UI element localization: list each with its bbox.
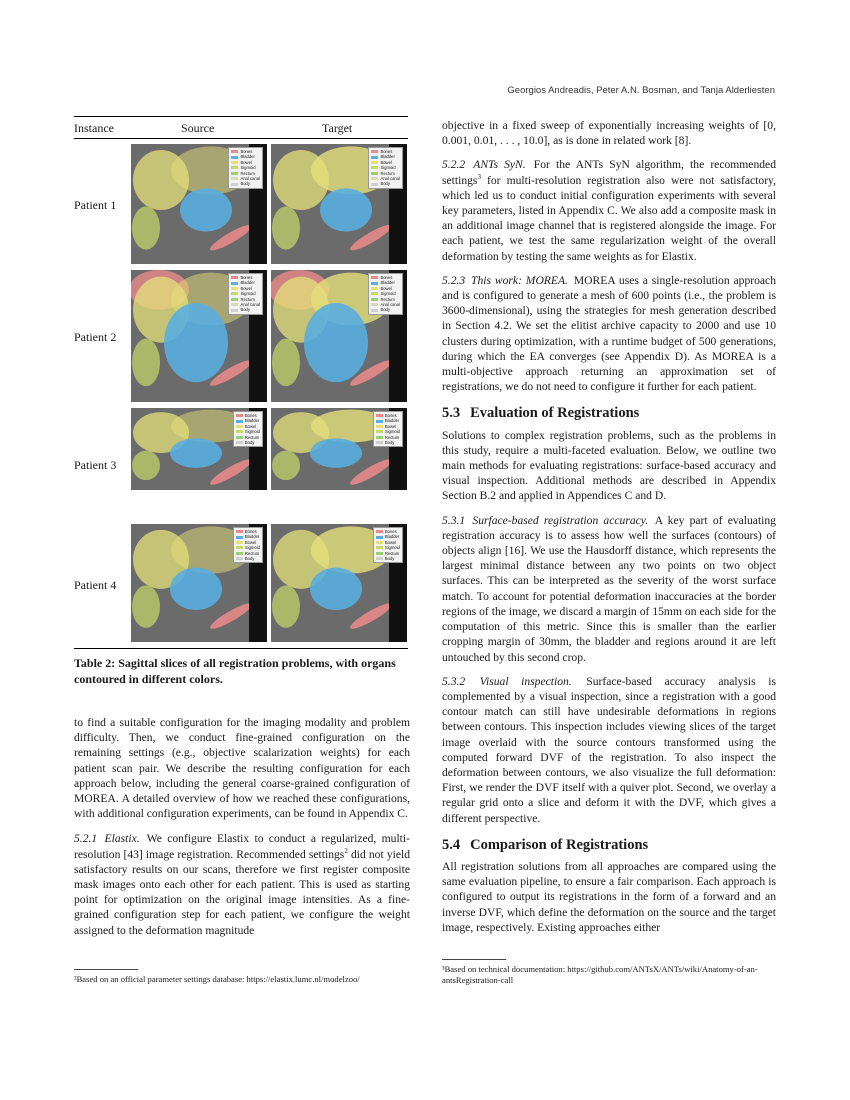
paragraph-text: did not yield satisfactory results on our scans, therefore we first register composite mask images onto each other for each patient. This is used as starting point for optimization on the original image intensities. As a fine-grained configuration step for each patient, we configure the weight assigned to the deformation magnitude [74,847,410,937]
section-5-3-1 [442,513,776,665]
legend-swatch [236,420,243,423]
legend-label: Sigmoid [244,545,260,551]
legend-label: Bones [240,275,253,280]
legend-label: Body [244,440,255,446]
organ-legend [233,411,263,447]
legend-swatch [376,536,383,539]
subsection-title: ANTs SyN. [473,158,526,172]
legend-item [371,307,400,312]
legend-swatch [231,303,238,306]
legend-label: Bones [384,529,397,534]
legend-label: Sigmoid [240,291,256,297]
legend-swatch [231,177,238,180]
organ-legend [368,147,403,189]
footnote-rule [442,959,506,960]
paragraph-text: for multi-resolution registration also were not satisfactory, which led us to conduct initial configuration experiments with several key parameters, listed in Appendix C. We also add a composite mask in an additional image channel that is registered alongside the image. For each patient, we test the same regularization weight of the overall deformation by testing the same weights as for Elastix. [442,173,776,263]
legend-swatch [236,546,243,549]
legend-label: Bowel [380,285,392,291]
legend-swatch [376,541,383,544]
legend-label: Rectum [384,550,400,556]
legend-label: Bones [244,413,257,418]
target-slice-patient-4 [271,524,407,642]
subsection-number: 5.2.1 [74,832,98,846]
legend-label: Body [384,556,395,562]
legend-label: Sigmoid [380,165,396,171]
target-slice-patient-3 [271,408,407,490]
legend-item [236,440,260,445]
legend-label: Sigmoid [244,429,260,435]
legend-label: Body [384,440,395,446]
legend-label: Bowel [380,159,392,165]
table-header-rule [74,138,408,139]
legend-label: Sigmoid [240,165,256,171]
legend-item [236,556,260,561]
legend-label: Bowel [244,423,257,429]
legend-label: Rectum [240,170,255,176]
section-5-2-2 [442,157,776,263]
legend-swatch [371,292,378,295]
section-5-3-2 [442,674,776,826]
legend-label: Body [380,307,390,313]
legend-swatch [231,161,238,164]
legend-label: Bladder [244,418,260,424]
legend-swatch [231,276,238,279]
legend-swatch [376,552,383,555]
legend-label: Sigmoid [384,429,400,435]
legend-label: Bowel [384,423,397,429]
subsection-number: 5.3.2 [442,674,466,688]
footnote-rule [74,969,138,970]
legend-label: Bladder [384,534,400,540]
organ-legend [233,527,263,563]
table-header-source: Source [181,121,215,135]
left-column-text [74,715,410,945]
subsection-title: Surface-based registration accuracy. [472,513,649,527]
legend-label: Bladder [380,154,395,160]
legend-label: Sigmoid [384,545,400,551]
legend-label: Rectum [380,296,395,302]
legend-label: Rectum [240,296,255,302]
legend-swatch [371,172,378,175]
legend-label: Rectum [384,434,400,440]
legend-swatch [231,298,238,301]
legend-swatch [371,309,378,312]
legend-swatch [371,183,378,186]
section-heading-5-4 [442,838,776,853]
table-header-instance: Instance [74,121,114,135]
legend-swatch [376,546,383,549]
table-top-rule [74,116,408,117]
paragraph: objective in a fixed sweep of exponentially increasing weights of [0, 0.001, 0.01, . . . , 10.0], as is done in related work [8]. [442,119,776,148]
section-title: Comparison of Registrations [470,836,649,853]
legend-swatch [371,287,378,290]
legend-swatch [376,420,383,423]
legend-swatch [376,430,383,433]
row-label-patient-1: Patient 1 [74,198,117,212]
legend-swatch [236,541,243,544]
legend-swatch [376,436,383,439]
legend-item [231,307,260,312]
footnote-marker: 2 [344,846,348,855]
table-bottom-rule [74,648,408,649]
legend-label: Anal canal [380,176,400,182]
legend-swatch [236,436,243,439]
subsection-title: Visual inspection. [479,674,572,688]
legend-label: Bladder [244,534,260,540]
legend-swatch [376,557,383,560]
legend-swatch [231,309,238,312]
footnote-2: ²Based on an official parameter settings database: https://elastix.lumc.nl/modelzoo/ [74,974,360,984]
section-5-2-3 [442,273,776,395]
subsection-number: 5.3.1 [442,513,466,527]
organ-legend [373,527,403,563]
right-column-text [442,118,776,942]
legend-swatch [236,552,243,555]
row-label-patient-2: Patient 2 [74,330,117,344]
organ-legend [373,411,403,447]
row-label-patient-4: Patient 4 [74,578,117,592]
legend-swatch [236,430,243,433]
organ-legend [368,273,403,315]
legend-item [371,181,400,186]
legend-label: Bladder [240,280,255,286]
legend-swatch [376,441,383,444]
legend-item [231,181,260,186]
paragraph-text: A key part of evaluating registration accuracy is to assess how well the surfaces (contours) of objects align [16]. We use the Hausdorff distance, which represents the largest minimal distance between any two points on two object surfaces. This can be interpreted as the severity of the worst surface match. To account for potential deformation inaccuracies at the border regions of the image, we discard a margin of 15mm on each side for the computation of this metric. Since this is smaller than the earlier cropping margin of 30mm, the bladder and regions around it are left untouched by this second crop. [442,513,776,664]
legend-swatch [371,166,378,169]
legend-label: Rectum [244,434,260,440]
legend-label: Anal canal [240,176,260,182]
legend-label: Bladder [240,154,255,160]
organ-legend [228,147,263,189]
legend-label: Body [240,307,250,313]
legend-swatch [231,282,238,285]
section-number: 5.4 [442,836,461,853]
legend-label: Body [244,556,255,562]
table-header-target: Target [322,121,353,135]
legend-swatch [231,172,238,175]
legend-item [376,440,400,445]
legend-label: Bladder [380,280,395,286]
legend-swatch [236,425,243,428]
legend-swatch [236,536,243,539]
legend-label: Bones [380,149,393,154]
paragraph-text: Surface-based accuracy analysis is complemented by a visual inspection, since a registration with a good contour match can still have undesirable deformations in regions between contours. This inspection includes viewing slices of the target image overlaid with the source contours transformed using the computed forward DVF of the registration. To also inspect the deformation between contours, we also visualize the full deformation: First, we render the DVF itself with a quiver plot. Second, we overlay a regular grid onto a slice and deform it with the DVF, which gives a different perspective. [442,674,776,825]
legend-label: Bones [240,149,253,154]
legend-label: Body [240,181,250,187]
subsection-number: 5.2.3 [442,273,466,287]
legend-label: Rectum [380,170,395,176]
section-title: Evaluation of Registrations [470,405,640,422]
legend-swatch [236,530,243,533]
legend-swatch [371,298,378,301]
section-5-2-1 [74,831,410,937]
legend-swatch [236,557,243,560]
legend-label: Bones [384,413,397,418]
legend-swatch [231,292,238,295]
source-slice-patient-4 [131,524,267,642]
legend-label: Sigmoid [380,291,396,297]
legend-label: Bowel [384,539,397,545]
target-slice-patient-1 [271,144,407,264]
footnote-marker: 3 [477,172,481,181]
subsection-title: This work: MOREA. [471,273,568,287]
legend-swatch [231,156,238,159]
subsection-number: 5.2.2 [442,158,466,172]
legend-swatch [376,530,383,533]
legend-swatch [371,150,378,153]
legend-swatch [231,183,238,186]
legend-swatch [231,150,238,153]
legend-label: Bones [380,275,393,280]
legend-swatch [231,287,238,290]
legend-label: Rectum [244,550,260,556]
footnote-3: ³Based on technical documentation: https://github.com/ANTsX/ANTs/wiki/Anatomy-of-an-antsRegistration-call [442,964,758,985]
running-header: Georgios Andreadis, Peter A.N. Bosman, and Tanja Alderliesten [507,85,775,96]
table-caption: Table 2: Sagittal slices of all registration problems, with organs contoured in different colors. [74,656,396,686]
legend-swatch [371,282,378,285]
legend-swatch [376,414,383,417]
source-slice-patient-1 [131,144,267,264]
section-heading-5-3 [442,406,776,421]
paragraph-text: We configure Elastix to conduct a regularized, multi-resolution [43] image registration. Recommended settings [74,832,410,861]
legend-label: Bowel [240,159,252,165]
legend-swatch [371,177,378,180]
section-number: 5.3 [442,405,461,422]
legend-swatch [371,276,378,279]
legend-swatch [236,441,243,444]
source-slice-patient-2 [131,270,267,402]
legend-swatch [371,156,378,159]
row-label-patient-3: Patient 3 [74,458,117,472]
legend-label: Bowel [240,285,252,291]
legend-swatch [236,414,243,417]
target-slice-patient-2 [271,270,407,402]
legend-label: Bladder [384,418,400,424]
legend-item [376,556,400,561]
paragraph: to find a suitable configuration for the imaging modality and problem difficulty. Then, we conduct fine-grained configuration on the remaining settings (e.g., objective scalarization weights) for each patient scan pair. We describe the resulting configuration for each approach below, including the general coarse-grained configuration of MOREA. A detailed overview of how we reached these configurations, with additional configuration experiments, can be found in Appendix C. [74,716,410,821]
legend-label: Bowel [244,539,257,545]
legend-swatch [231,166,238,169]
legend-swatch [376,425,383,428]
paragraph: All registration solutions from all approaches are compared using the same evaluation pipeline, to ensure a fair comparison. Each approach is configured to output its registrations in the form of a forward and an inverse DVF, which define the deformation on the source and the target image, respectively. Existing approaches either [442,859,776,934]
paragraph-text: For the ANTs SyN algorithm, the recommended settings [442,158,776,187]
legend-swatch [371,303,378,306]
paragraph: Solutions to complex registration problems, such as the problems in this study, require a multi-faceted evaluation. Below, we outline two main methods for evaluating registrations: surface-based accuracy and visual inspection. Additional methods are described in Appendix Section B.2 and applied in Appendices C and D. [442,428,776,503]
legend-label: Body [380,181,390,187]
legend-label: Bones [244,529,257,534]
source-slice-patient-3 [131,408,267,490]
paragraph-text: MOREA uses a single-resolution approach and is configured to generate a mesh of 600 points (i.e., the problem is 3600-dimensional), using the strategies for mesh generation described in Section 4.2. We set the elitist archive capacity to 2000 and use 10 clusters during optimization, with a runtime budget of 500 generations, during which the EA converges (see Appendix D). As MOREA is a multi-objective approach returning an approximation set of registrations, we do not need to configure it further for each patient. [442,273,776,394]
subsection-title: Elastix. [104,832,140,846]
legend-label: Anal canal [240,302,260,308]
organ-legend [228,273,263,315]
legend-label: Anal canal [380,302,400,308]
legend-swatch [371,161,378,164]
